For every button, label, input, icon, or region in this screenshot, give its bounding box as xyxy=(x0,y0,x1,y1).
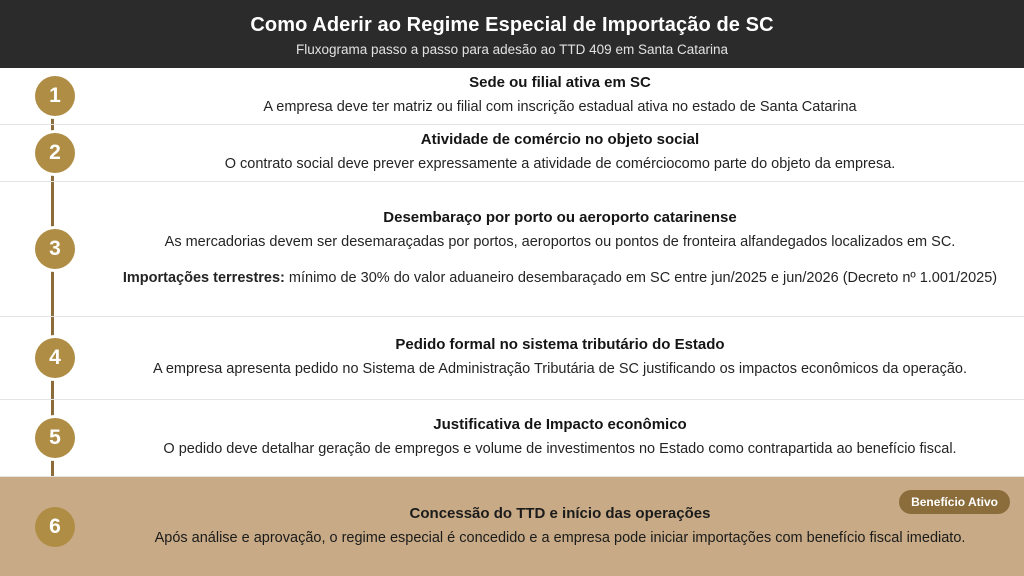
step-note-text-3: mínimo de 30% do valor aduaneiro desembaraçado em SC entre jun/2025 e jun/2026 (Decreto nº 1.001/2025) xyxy=(284,270,998,286)
status-badge: Benefício Ativo xyxy=(899,490,1010,514)
header xyxy=(0,0,1024,68)
step-item-2 xyxy=(0,125,1024,182)
step-badge-col-6 xyxy=(0,507,110,547)
step-badge-col-3 xyxy=(0,229,110,269)
step-number-badge-2: 2 xyxy=(35,133,75,173)
step-item-1 xyxy=(0,68,1024,125)
step-item-5 xyxy=(0,400,1024,477)
step-item-4 xyxy=(0,317,1024,400)
step-badge-col-1 xyxy=(0,76,110,116)
step-content-4 xyxy=(110,326,1024,390)
step-content-5 xyxy=(110,406,1024,470)
step-title-5: Justificativa de Impacto econômico xyxy=(433,416,687,433)
step-badge-col-2 xyxy=(0,133,110,173)
step-description-6: Após análise e aprovação, o regime especial é concedido e a empresa pode iniciar importações com benefício fiscal imediato. xyxy=(154,529,966,546)
step-item-6 xyxy=(0,477,1024,576)
step-badge-col-4 xyxy=(0,338,110,378)
step-title-2: Atividade de comércio no objeto social xyxy=(420,131,700,148)
step-number-badge-1: 1 xyxy=(35,76,75,116)
step-description-1: A empresa deve ter matriz ou filial com inscrição estadual ativa no estado de Santa Catarina xyxy=(263,99,857,115)
step-badge-col-5 xyxy=(0,418,110,458)
page-title: Como Aderir ao Regime Especial de Importação de SC xyxy=(250,14,774,36)
step-note-3 xyxy=(110,267,1010,289)
step-description-5: O pedido deve detalhar geração de empregos e volume de investimentos no Estado como contrapartida ao benefício fiscal. xyxy=(163,441,957,457)
step-content-3 xyxy=(110,199,1024,299)
step-description-4: A empresa apresenta pedido no Sistema de Administração Tributária de SC justificando os impactos econômicos da operação. xyxy=(152,361,968,377)
step-title-4: Pedido formal no sistema tributário do Estado xyxy=(395,336,725,353)
page-subtitle: Fluxograma passo a passo para adesão ao TTD 409 em Santa Catarina xyxy=(296,42,728,57)
step-number-badge-4: 4 xyxy=(35,338,75,378)
flow-body xyxy=(0,68,1024,576)
step-item-3 xyxy=(0,182,1024,317)
step-title-1: Sede ou filial ativa em SC xyxy=(469,74,651,91)
step-content-2 xyxy=(110,121,1024,185)
step-number-badge-6: 6 xyxy=(35,507,75,547)
step-description-2: O contrato social deve prever expressamente a atividade de comérciocomo parte do objeto da empresa. xyxy=(224,156,896,172)
step-content-6 xyxy=(110,495,1024,559)
step-list xyxy=(0,68,1024,576)
step-content-1 xyxy=(110,64,1024,128)
step-title-6: Concessão do TTD e início das operações xyxy=(409,504,711,522)
step-description-3: As mercadorias devem ser desemaraçadas por portos, aeroportos ou pontos de fronteira alfandegados localizados em SC. xyxy=(164,234,956,250)
step-number-badge-5: 5 xyxy=(35,418,75,458)
step-number-badge-3: 3 xyxy=(35,229,75,269)
step-title-3: Desembaraço por porto ou aeroporto catarinense xyxy=(383,209,737,226)
step-note-lead-3: Importações terrestres: xyxy=(122,270,285,286)
